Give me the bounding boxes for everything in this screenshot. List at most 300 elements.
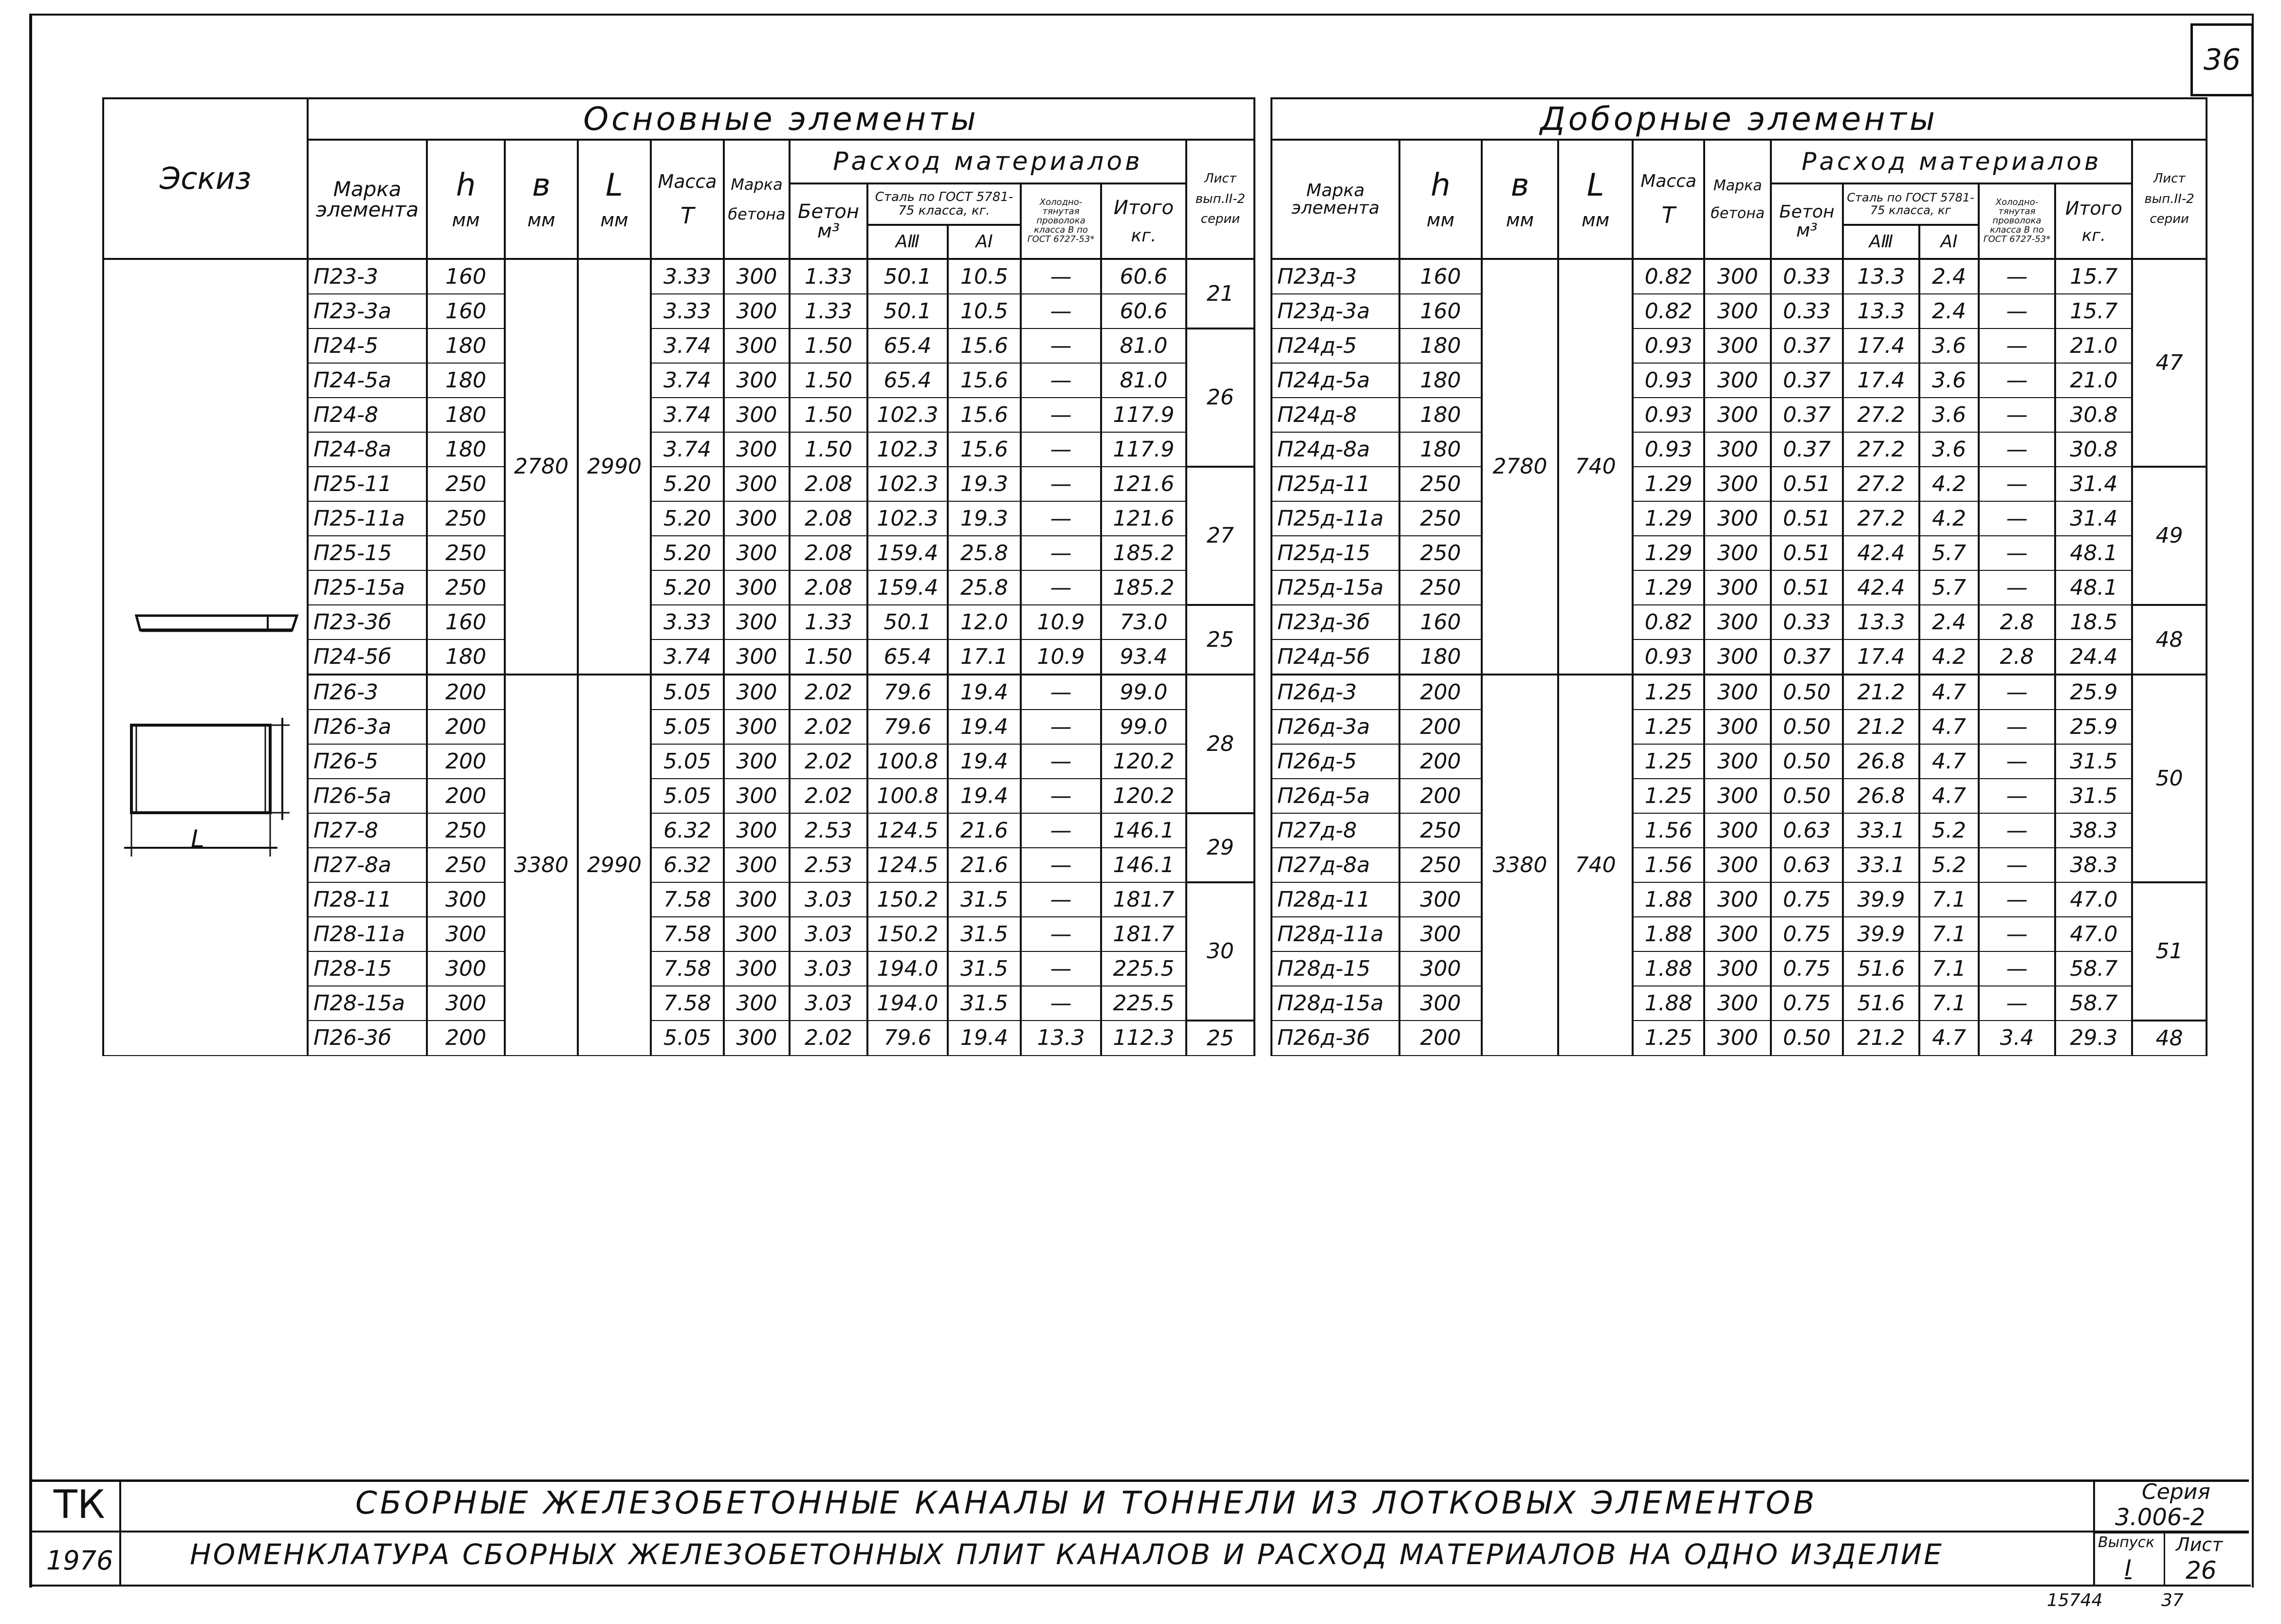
h-cell: 200 xyxy=(1399,779,1481,813)
concrete-cell: 3.03 xyxy=(790,917,867,951)
total-cell: 117.9 xyxy=(1101,432,1186,467)
steel-a1-cell: 21.6 xyxy=(948,813,1021,848)
wire-cell: — xyxy=(1979,363,2056,398)
total-cell: 99.0 xyxy=(1101,710,1186,744)
steel-a1-cell: 25.8 xyxy=(948,570,1021,605)
L-unit: мм xyxy=(600,209,628,231)
slab-plan-sketch-icon xyxy=(122,715,297,876)
mass-cell: 1.25 xyxy=(1633,710,1704,744)
extra-materials-header: Расход материалов xyxy=(1771,140,2132,183)
mass-cell: 7.58 xyxy=(651,882,724,917)
steel-a1-cell: 3.6 xyxy=(1919,328,1978,363)
steel-a3-cell: 27.2 xyxy=(1843,467,1920,501)
sheet-ref-cell: 25 xyxy=(1186,1021,1254,1056)
mark-cell: П25д-11а xyxy=(1271,501,1399,536)
wire-cell: 2.8 xyxy=(1979,639,2056,675)
concrete-cell: 1.50 xyxy=(790,398,867,432)
mass-label: Масса xyxy=(658,170,717,192)
h-cell: 180 xyxy=(427,639,505,675)
total-cell: 21.0 xyxy=(2055,363,2132,398)
sheet-ref-cell: 29 xyxy=(1186,813,1254,882)
steel-a1-cell: 19.4 xyxy=(948,744,1021,779)
h-cell: 200 xyxy=(427,779,505,813)
sheet-ref-label: Лист вып.II-2 серии xyxy=(1195,171,1246,227)
mark-cell: П26-3б xyxy=(308,1021,427,1056)
total-cell: 31.4 xyxy=(2055,467,2132,501)
mark-cell: П26-5а xyxy=(308,779,427,813)
steel-a1-cell: 10.5 xyxy=(948,294,1021,328)
wire-cell: 2.8 xyxy=(1979,605,2056,639)
concrete-grade-cell: 300 xyxy=(724,328,790,363)
series-label: Серия xyxy=(2142,1479,2210,1504)
mark-cell: П26д-3б xyxy=(1271,1021,1399,1056)
b-cell: 3380 xyxy=(1482,675,1559,1056)
total-cell: 117.9 xyxy=(1101,398,1186,432)
steel-a3-cell: 26.8 xyxy=(1843,779,1920,813)
mass-cell: 7.58 xyxy=(651,986,724,1021)
total-cell: 24.4 xyxy=(2055,639,2132,675)
sheet-label: Лист xyxy=(2176,1534,2223,1555)
steel-a3-cell: 13.3 xyxy=(1843,605,1920,639)
table-row xyxy=(1271,536,2207,570)
mass-cell: 1.29 xyxy=(1633,467,1704,501)
h-cell: 300 xyxy=(1399,882,1481,917)
steel-a1-cell: 4.7 xyxy=(1919,779,1978,813)
mark-cell: П28д-11 xyxy=(1271,882,1399,917)
extra-h-unit: мм xyxy=(1426,209,1455,231)
steel-a3-cell: 124.5 xyxy=(867,813,948,848)
wire-cell: — xyxy=(1979,986,2056,1021)
L-cell: 2990 xyxy=(578,259,651,675)
wire-cell: — xyxy=(1979,710,2056,744)
wire-cell: — xyxy=(1021,917,1101,951)
h-cell: 200 xyxy=(1399,675,1481,710)
total-cell: 93.4 xyxy=(1101,639,1186,675)
L-cell: 2990 xyxy=(578,675,651,1056)
wire-cell: — xyxy=(1979,328,2056,363)
concrete-grade-cell: 300 xyxy=(724,398,790,432)
table-row xyxy=(1271,813,2207,848)
h-cell: 180 xyxy=(1399,432,1481,467)
total-cell: 185.2 xyxy=(1101,536,1186,570)
concrete-cell: 0.75 xyxy=(1771,986,1842,1021)
mark-cell: П24д-5а xyxy=(1271,363,1399,398)
mass-cell: 0.82 xyxy=(1633,294,1704,328)
mass-cell: 0.93 xyxy=(1633,328,1704,363)
total-cell: 47.0 xyxy=(2055,882,2132,917)
wire-cell: — xyxy=(1021,501,1101,536)
h-cell: 180 xyxy=(427,432,505,467)
mark-cell: П28-11а xyxy=(308,917,427,951)
mark-cell: П24-5б xyxy=(308,639,427,675)
table-row xyxy=(1271,570,2207,605)
materials-header: Расход материалов xyxy=(790,140,1186,183)
L-header xyxy=(578,140,651,259)
concrete-grade-cell: 300 xyxy=(1704,398,1771,432)
series-number: 3.006-2 xyxy=(2115,1504,2206,1531)
mass-cell: 3.33 xyxy=(651,294,724,328)
concrete-grade-cell: 300 xyxy=(724,779,790,813)
extra-h-header xyxy=(1399,140,1481,259)
steel-a3-cell: 50.1 xyxy=(867,605,948,639)
extra-mass-unit: Т xyxy=(1661,201,1675,228)
steel-a1-cell: 31.5 xyxy=(948,917,1021,951)
steel-a3-cell: 50.1 xyxy=(867,294,948,328)
concrete-cell: 1.50 xyxy=(790,432,867,467)
mass-cell: 0.93 xyxy=(1633,432,1704,467)
concrete-cell: 2.02 xyxy=(790,1021,867,1056)
mass-cell: 0.93 xyxy=(1633,639,1704,675)
concrete-cell: 3.03 xyxy=(790,986,867,1021)
h-cell: 160 xyxy=(1399,259,1481,294)
extra-concrete-unit: м³ xyxy=(1796,219,1818,241)
concrete-cell: 0.33 xyxy=(1771,259,1842,294)
concrete-grade-cell: 300 xyxy=(1704,710,1771,744)
h-cell: 160 xyxy=(427,259,505,294)
steel-a3-cell: 21.2 xyxy=(1843,710,1920,744)
wire-cell: — xyxy=(1021,328,1101,363)
table-row xyxy=(1271,398,2207,432)
table-row xyxy=(1271,779,2207,813)
steel-a1-cell: 5.7 xyxy=(1919,570,1978,605)
wire-cell: — xyxy=(1979,675,2056,710)
concrete-grade-cell: 300 xyxy=(1704,882,1771,917)
wire-cell: — xyxy=(1021,432,1101,467)
mass-cell: 7.58 xyxy=(651,951,724,986)
steel-a1-cell: 15.6 xyxy=(948,363,1021,398)
h-cell: 250 xyxy=(1399,501,1481,536)
concrete-cell: 1.33 xyxy=(790,259,867,294)
steel-a1-cell: 2.4 xyxy=(1919,294,1978,328)
steel-a1-cell: 31.5 xyxy=(948,882,1021,917)
steel-a3-cell: 33.1 xyxy=(1843,848,1920,882)
mark-cell: П26-5 xyxy=(308,744,427,779)
extra-total-header xyxy=(2055,183,2132,259)
concrete-cell: 0.50 xyxy=(1771,675,1842,710)
mark-header-label: Марка элемента xyxy=(316,177,419,221)
steel-a1-cell: 4.7 xyxy=(1919,1021,1978,1056)
wire-cell: 3.4 xyxy=(1979,1021,2056,1056)
concrete-cell: 1.50 xyxy=(790,639,867,675)
h-cell: 250 xyxy=(1399,813,1481,848)
concrete-grade-cell: 300 xyxy=(724,432,790,467)
total-cell: 31.5 xyxy=(2055,779,2132,813)
steel-a1-cell: 12.0 xyxy=(948,605,1021,639)
steel-a1-cell: 25.8 xyxy=(948,536,1021,570)
concrete-cell: 0.50 xyxy=(1771,779,1842,813)
total-cell: 73.0 xyxy=(1101,605,1186,639)
mark-cell: П24д-5б xyxy=(1271,639,1399,675)
main-section-title: Основные элементы xyxy=(308,98,1254,140)
h-unit: мм xyxy=(452,209,480,231)
concrete-grade-label: Марка бетона xyxy=(728,175,786,223)
total-cell: 225.5 xyxy=(1101,951,1186,986)
concrete-cell: 2.08 xyxy=(790,467,867,501)
concrete-cell: 2.53 xyxy=(790,848,867,882)
mass-cell: 6.32 xyxy=(651,813,724,848)
steel-a1-cell: 21.6 xyxy=(948,848,1021,882)
concrete-cell: 0.63 xyxy=(1771,848,1842,882)
total-cell: 181.7 xyxy=(1101,882,1186,917)
mark-cell: П23-3а xyxy=(308,294,427,328)
L-symbol: L xyxy=(606,167,623,203)
extra-total-unit: кг. xyxy=(2081,225,2106,245)
h-cell: 160 xyxy=(1399,294,1481,328)
total-cell: 25.9 xyxy=(2055,675,2132,710)
table-row xyxy=(1271,467,2207,501)
sheet-ref-cell: 48 xyxy=(2132,1021,2207,1056)
concrete-cell: 0.51 xyxy=(1771,570,1842,605)
steel-a1-cell: 31.5 xyxy=(948,986,1021,1021)
h-cell: 200 xyxy=(1399,744,1481,779)
concrete-grade-cell: 300 xyxy=(1704,744,1771,779)
concrete-grade-cell: 300 xyxy=(1704,605,1771,639)
mark-cell: П28-11 xyxy=(308,882,427,917)
steel-a3-cell: 27.2 xyxy=(1843,501,1920,536)
mass-cell: 3.74 xyxy=(651,363,724,398)
h-cell: 160 xyxy=(427,605,505,639)
mark-cell: П26-3а xyxy=(308,710,427,744)
table-row xyxy=(1271,639,2207,675)
wire-cell: — xyxy=(1979,882,2056,917)
concrete-grade-cell: 300 xyxy=(724,710,790,744)
wire-cell: — xyxy=(1979,432,2056,467)
concrete-grade-cell: 300 xyxy=(724,639,790,675)
h-header xyxy=(427,140,505,259)
mass-header xyxy=(651,140,724,259)
extra-L-unit: мм xyxy=(1582,209,1610,231)
sketch-dim-label: L xyxy=(191,825,204,853)
mass-cell: 1.29 xyxy=(1633,536,1704,570)
concrete-grade-cell: 300 xyxy=(724,1021,790,1056)
mass-cell: 5.20 xyxy=(651,536,724,570)
steel-a3-cell: 33.1 xyxy=(1843,813,1920,848)
extra-b-header xyxy=(1482,140,1559,259)
concrete-cell: 0.33 xyxy=(1771,294,1842,328)
mark-cell: П28д-15 xyxy=(1271,951,1399,986)
steel-a1-cell: 4.2 xyxy=(1919,501,1978,536)
mass-cell: 3.74 xyxy=(651,328,724,363)
extra-a1-header: АⅠ xyxy=(1919,225,1978,259)
sheet-ref-cell: 48 xyxy=(2132,605,2207,675)
mark-cell: П28-15а xyxy=(308,986,427,1021)
mass-cell: 3.74 xyxy=(651,639,724,675)
steel-a1-cell: 10.5 xyxy=(948,259,1021,294)
wire-cell: — xyxy=(1979,917,2056,951)
wire-cell: — xyxy=(1979,570,2056,605)
steel-a1-cell: 7.1 xyxy=(1919,882,1978,917)
h-cell: 180 xyxy=(427,398,505,432)
total-cell: 38.3 xyxy=(2055,848,2132,882)
total-cell: 47.0 xyxy=(2055,917,2132,951)
wire-cell: — xyxy=(1979,536,2056,570)
sheet-ref-cell: 28 xyxy=(1186,675,1254,813)
b-symbol: в xyxy=(532,167,551,203)
mark-cell: П28д-15а xyxy=(1271,986,1399,1021)
main-elements-table xyxy=(102,97,1255,1056)
mark-cell: П24д-5 xyxy=(1271,328,1399,363)
steel-a1-cell: 19.4 xyxy=(948,779,1021,813)
concrete-cell: 0.51 xyxy=(1771,467,1842,501)
inventory-number: 15744 xyxy=(2047,1590,2103,1610)
total-cell: 25.9 xyxy=(2055,710,2132,744)
total-label: Итого xyxy=(1113,196,1174,219)
total-cell: 60.6 xyxy=(1101,294,1186,328)
mark-cell: П26д-5 xyxy=(1271,744,1399,779)
concrete-cell: 0.50 xyxy=(1771,744,1842,779)
mark-cell: П27-8а xyxy=(308,848,427,882)
mark-cell: П25д-15 xyxy=(1271,536,1399,570)
concrete-grade-cell: 300 xyxy=(1704,675,1771,710)
steel-a1-cell: 4.2 xyxy=(1919,639,1978,675)
concrete-grade-cell: 300 xyxy=(1704,570,1771,605)
sheet-number: 26 xyxy=(2186,1556,2217,1585)
concrete-cell: 2.02 xyxy=(790,710,867,744)
mass-cell: 0.93 xyxy=(1633,363,1704,398)
steel-a3-cell: 102.3 xyxy=(867,501,948,536)
mass-cell: 1.56 xyxy=(1633,813,1704,848)
h-cell: 250 xyxy=(427,570,505,605)
steel-a3-cell: 51.6 xyxy=(1843,986,1920,1021)
steel-a3-cell: 51.6 xyxy=(1843,951,1920,986)
mass-cell: 1.29 xyxy=(1633,570,1704,605)
steel-a3-cell: 124.5 xyxy=(867,848,948,882)
h-cell: 250 xyxy=(427,848,505,882)
mark-cell: П27д-8 xyxy=(1271,813,1399,848)
steel-a3-cell: 159.4 xyxy=(867,570,948,605)
total-cell: 121.6 xyxy=(1101,467,1186,501)
extra-mark-header xyxy=(1271,140,1399,259)
concrete-grade-cell: 300 xyxy=(1704,501,1771,536)
total-cell: 48.1 xyxy=(2055,536,2132,570)
table-row xyxy=(1271,259,2207,294)
steel-a3-cell: 17.4 xyxy=(1843,363,1920,398)
total-cell: 29.3 xyxy=(2055,1021,2132,1056)
total-cell: 15.7 xyxy=(2055,259,2132,294)
concrete-grade-cell: 300 xyxy=(1704,536,1771,570)
h-cell: 300 xyxy=(1399,917,1481,951)
title-line-1: СБОРНЫЕ ЖЕЛЕЗОБЕТОННЫЕ КАНАЛЫ И ТОННЕЛИ ИЗ ЛОТКОВЫХ ЭЛЕМЕНТОВ xyxy=(355,1485,1818,1521)
total-cell: 99.0 xyxy=(1101,675,1186,710)
L-cell: 740 xyxy=(1558,675,1633,1056)
sheet-ref-cell: 21 xyxy=(1186,259,1254,328)
h-cell: 200 xyxy=(1399,1021,1481,1056)
total-cell: 120.2 xyxy=(1101,744,1186,779)
h-cell: 300 xyxy=(427,917,505,951)
mark-cell: П26д-3а xyxy=(1271,710,1399,744)
b-unit: мм xyxy=(527,209,555,231)
mass-cell: 1.88 xyxy=(1633,986,1704,1021)
total-cell: 181.7 xyxy=(1101,917,1186,951)
mark-cell: П26-3 xyxy=(308,675,427,710)
concrete-cell: 0.50 xyxy=(1771,1021,1842,1056)
total-cell: 185.2 xyxy=(1101,570,1186,605)
mark-cell: П25-15а xyxy=(308,570,427,605)
steel-a3-cell: 13.3 xyxy=(1843,294,1920,328)
steel-a1-cell: 2.4 xyxy=(1919,259,1978,294)
extra-sheet-ref-header xyxy=(2132,140,2207,259)
b-header xyxy=(505,140,578,259)
steel-a3-cell: 79.6 xyxy=(867,1021,948,1056)
wire-cell: — xyxy=(1979,779,2056,813)
steel-a1-cell: 19.4 xyxy=(948,710,1021,744)
wire-cell: — xyxy=(1021,294,1101,328)
steel-a3-cell: 17.4 xyxy=(1843,639,1920,675)
concrete-grade-cell: 300 xyxy=(1704,467,1771,501)
extra-mass-label: Масса xyxy=(1640,171,1697,191)
mark-cell: П23д-3б xyxy=(1271,605,1399,639)
wire-cell: — xyxy=(1021,710,1101,744)
h-cell: 180 xyxy=(1399,639,1481,675)
page-footer-number: 37 xyxy=(2161,1590,2184,1610)
extra-h-symbol: h xyxy=(1431,167,1451,203)
concrete-cell: 2.02 xyxy=(790,779,867,813)
concrete-cell: 0.37 xyxy=(1771,363,1842,398)
mass-cell: 1.56 xyxy=(1633,848,1704,882)
sketch-cell xyxy=(103,259,308,1056)
steel-header: Сталь по ГОСТ 5781-75 класса, кг. xyxy=(867,183,1021,225)
issue-number: I xyxy=(2125,1555,2132,1581)
mass-cell: 5.05 xyxy=(651,744,724,779)
h-cell: 200 xyxy=(427,744,505,779)
steel-a1-cell: 15.6 xyxy=(948,432,1021,467)
sheet-ref-cell: 49 xyxy=(2132,467,2207,605)
mark-cell: П27д-8а xyxy=(1271,848,1399,882)
wire-cell: — xyxy=(1021,570,1101,605)
mass-cell: 1.25 xyxy=(1633,675,1704,710)
concrete-cell: 2.08 xyxy=(790,501,867,536)
h-cell: 300 xyxy=(1399,986,1481,1021)
steel-a3-cell: 102.3 xyxy=(867,398,948,432)
total-cell: 120.2 xyxy=(1101,779,1186,813)
table-row xyxy=(1271,951,2207,986)
steel-a1-cell: 4.2 xyxy=(1919,467,1978,501)
wire-cell: — xyxy=(1979,398,2056,432)
table-row xyxy=(1271,501,2207,536)
steel-a3-cell: 17.4 xyxy=(1843,328,1920,363)
mark-cell: П23-3б xyxy=(308,605,427,639)
title-line-2: НОМЕНКЛАТУРА СБОРНЫХ ЖЕЛЕЗОБЕТОННЫХ ПЛИТ КАНАЛОВ И РАСХОД МАТЕРИАЛОВ НА ОДНО ИЗДЕЛИЕ xyxy=(190,1538,1944,1571)
steel-a3-cell: 65.4 xyxy=(867,363,948,398)
mass-cell: 1.88 xyxy=(1633,917,1704,951)
wire-cell: — xyxy=(1979,951,2056,986)
steel-a3-cell: 39.9 xyxy=(1843,882,1920,917)
concrete-grade-cell: 300 xyxy=(724,882,790,917)
total-cell: 112.3 xyxy=(1101,1021,1186,1056)
h-cell: 250 xyxy=(1399,570,1481,605)
mass-cell: 0.82 xyxy=(1633,259,1704,294)
steel-a3-cell: 150.2 xyxy=(867,917,948,951)
sheet-ref-cell: 47 xyxy=(2132,259,2207,467)
mass-cell: 1.88 xyxy=(1633,951,1704,986)
wire-cell: — xyxy=(1021,744,1101,779)
mark-cell: П25д-11 xyxy=(1271,467,1399,501)
steel-a3-cell: 27.2 xyxy=(1843,398,1920,432)
concrete-grade-cell: 300 xyxy=(1704,432,1771,467)
steel-a3-cell: 21.2 xyxy=(1843,675,1920,710)
table-row xyxy=(1271,917,2207,951)
total-cell: 81.0 xyxy=(1101,363,1186,398)
extra-steel-header: Сталь по ГОСТ 5781-75 класса, кг xyxy=(1843,183,1979,225)
table-row xyxy=(1271,294,2207,328)
steel-a1-cell: 7.1 xyxy=(1919,917,1978,951)
h-cell: 200 xyxy=(427,675,505,710)
steel-a3-cell: 42.4 xyxy=(1843,570,1920,605)
concrete-cell: 1.33 xyxy=(790,294,867,328)
h-cell: 180 xyxy=(427,363,505,398)
wire-cell: — xyxy=(1021,675,1101,710)
b-cell: 3380 xyxy=(505,675,578,1056)
